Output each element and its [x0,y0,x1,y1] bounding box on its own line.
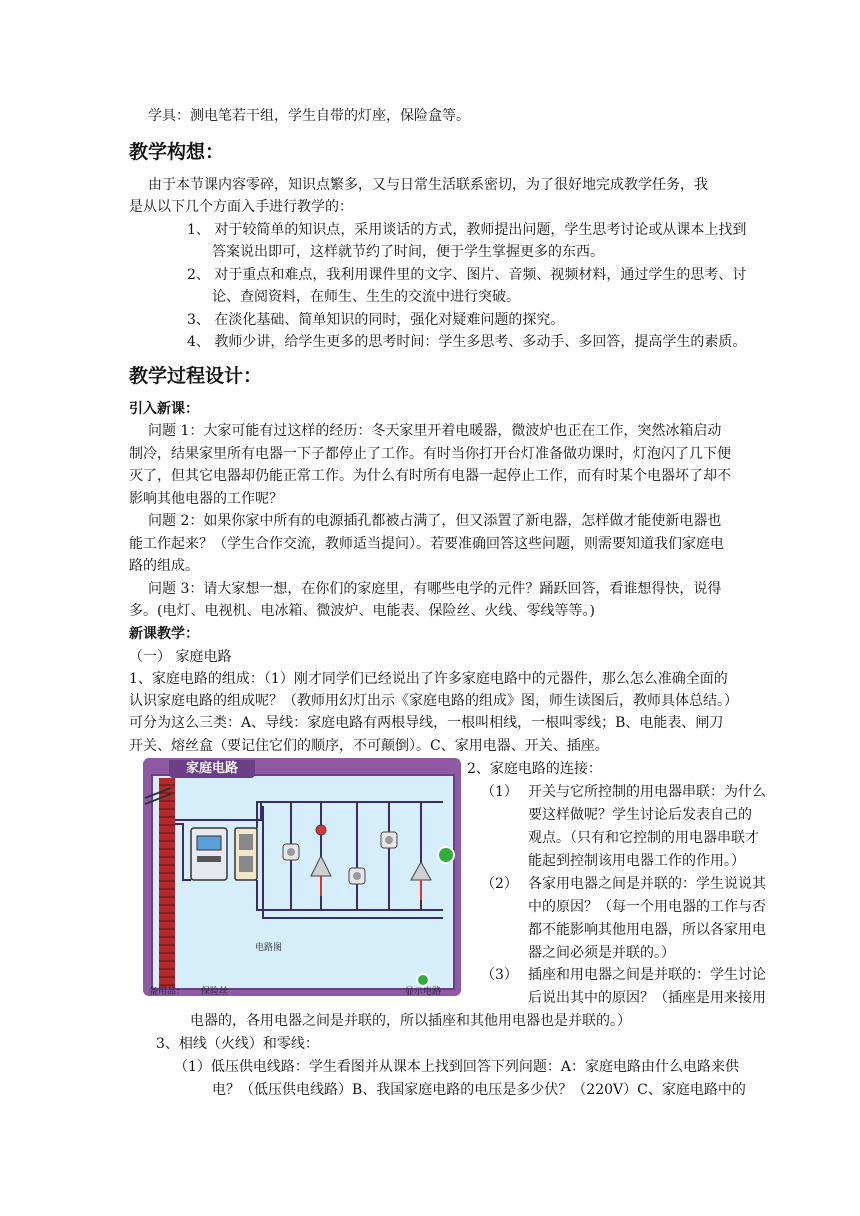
list-number: （2） [481,876,518,892]
heading-teaching-design: 教学构想： [129,141,225,163]
list-item-continuation: 观点。（只有和它控制的用电器串联才 [528,830,759,846]
spare-label: 备用品： [149,987,186,996]
list-item-continuation: 后说出其中的原因？（插座是用来接用 [528,990,766,1006]
household-circuit-figure [143,758,461,996]
paragraph-line: 问题 1：大家可能有过这样的经历：冬天家里开着电暖器，微波炉也正在工作，突然冰箱启动 [148,423,722,439]
next-arrow-icon[interactable] [437,846,455,864]
paragraph-line: 多。(电灯、电视机、电冰箱、微波炉、电能表、保险丝、火线、零线等等。) [129,603,595,619]
list-number: （3） [481,967,518,983]
materials-line: 学具：测电笔若干组，学生自带的灯座，保险盒等。 [148,108,470,124]
show-circuit-label[interactable]: 显示电路 [405,987,442,996]
paragraph-line: 路的组成。 [129,558,199,574]
list-item: 1、 对于较简单的知识点，采用谈话的方式，教师提出问题，学生思考讨论或从课本上找到 [187,222,747,238]
paragraph-line: 制冷，结果家里所有电器一下子都停止了工作。有时当你打开台灯准备做功课时，灯泡闪了几下便 [129,446,731,462]
paragraph-line: 2、家庭电路的连接： [467,761,602,777]
list-number: （1） [481,784,518,800]
diagram-label: 电路图 [255,943,283,953]
paragraph-line: 电器的，各用电器之间是并联的，所以插座和其他用电器也是并联的。） [190,1013,631,1029]
paragraph-line: 问题 2：如果你家中所有的电源插孔都被占满了，但又添置了新电器，怎样做才能使新电器也 [148,513,722,529]
list-item: 插座和用电器之间是并联的：学生讨论 [528,967,766,983]
paragraph-line: 灭了，但其它电器却仍能正常工作。为什么有时所有电器一起停止工作，而有时某个电器坏了却不 [129,468,731,484]
paragraph-line: 是从以下几个方面入手进行教学的： [129,199,353,215]
paragraph-line: 1、家庭电路的组成：（1）刚才同学们已经说出了许多家庭电路中的元器件，那么怎么准确全面的 [129,671,728,687]
circuit-drawing [143,758,461,996]
paragraph-line: （1）低压供电线路：学生看图并从课本上找到回答下列问题：A：家庭电路由什么电路来供 [174,1059,740,1075]
list-item-continuation: 答案说出即可，这样就节约了时间，便于学生掌握更多的东西。 [212,244,604,260]
list-item: 2、 对于重点和难点，我利用课件里的文字、图片、音频、视频材料，通过学生的思考、讨 [187,267,747,283]
subheading-intro: 引入新课： [129,401,199,417]
paragraph-line: 可分为这么三类：A、导线：家庭电路有两根导线，一根叫相线，一根叫零线；B、电能表、闸刀 [129,715,724,731]
paragraph-line: 影响其他电器的工作呢？ [129,491,283,507]
list-item-continuation: 能起到控制该用电器工作的作用。） [528,853,745,869]
paragraph-line: 电？（低压供电线路）B、我国家庭电路的电压是多少伏？（220V）C、家庭电路中的 [212,1082,746,1098]
list-item-continuation: 都不能影响其他用电器，所以各家用电 [528,922,766,938]
section-title: （一） 家庭电路 [129,649,232,665]
paragraph-line: 能工作起来？（学生合作交流，教师适当提问）。若要准确回答这些问题，则需要知道我们家庭电 [129,536,724,552]
fuse-label: 保险丝 [201,987,229,996]
list-item: 各家用电器之间是并联的：学生说说其 [528,876,766,892]
list-item: 3、 在淡化基础、简单知识的同时，强化对疑难问题的探究。 [187,312,565,328]
paragraph-line: 由于本节课内容零碎，知识点繁多，又与日常生活联系密切，为了很好地完成教学任务，我 [148,177,708,193]
figure-title: 家庭电路 [169,760,255,778]
paragraph-line: 开关、熔丝盒（要记住它们的顺序，不可颠倒）。C、家用电器、开关、插座。 [129,738,609,754]
subheading-new-lesson: 新课教学： [129,626,199,642]
list-item-continuation: 器之间必须是并联的。） [528,945,675,961]
heading-teaching-process: 教学过程设计： [129,365,263,387]
list-item: 开关与它所控制的用电器串联：为什么 [528,784,766,800]
paragraph-line: 认识家庭电路的组成呢？（教师用幻灯出示《家庭电路的组成》图，师生读图后，教师具体总结。） [129,693,738,709]
paragraph-line: 问题 3：请大家想一想，在你们的家庭里，有哪些电学的元件？踊跃回答，看谁想得快，说得 [148,581,722,597]
list-item-continuation: 论、查阅资料，在师生、生生的交流中进行突破。 [212,289,520,305]
list-item-continuation: 中的原因？（每一个用电器的工作与否 [528,899,766,915]
list-item: 4、 教师少讲，给学生更多的思考时间：学生多思考、多动手、多回答，提高学生的素质。 [187,334,747,350]
list-item-continuation: 要这样做呢？学生讨论后发表自己的 [528,807,752,823]
section-title: 3、相线（火线）和零线： [156,1036,319,1052]
